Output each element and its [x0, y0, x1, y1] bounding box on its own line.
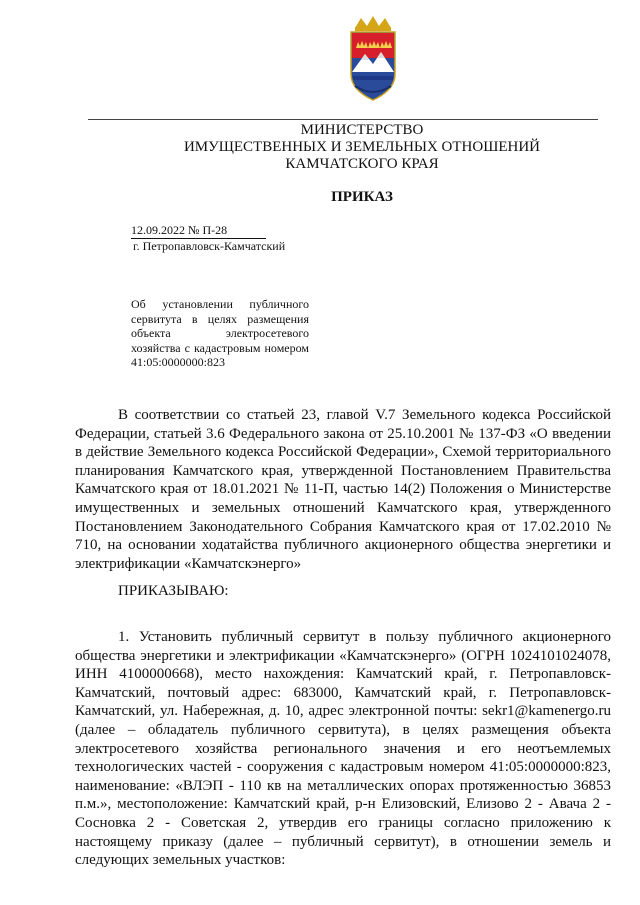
order-date-number [131, 223, 266, 239]
header-divider [88, 119, 598, 120]
ministry-line-3: КАМЧАТСКОГО КРАЯ [285, 156, 439, 172]
order-city: г. Петропавловск-Камчатский [133, 239, 286, 253]
order-title: ПРИКАЗ [331, 189, 393, 205]
order-date-number-text: 12.09.2022 № П-28 [131, 223, 266, 239]
ministry-name [88, 122, 636, 173]
kamchatka-coat-of-arms-icon [341, 14, 405, 102]
ministry-line-1: МИНИСТЕРСТВО [300, 122, 424, 138]
item-1-paragraph: 1. Установить публичный сервитут в пользу публичного акционерного общества энергетики и электрификации «Камчатскэнерго» (ОГРН 1024101024078, ИНН 4100000668), место нахождения: Камчатский край, г. Петропавловск-Камчатский, почтовый адрес: 683000, Камчатский край, г. Петропавловск-Камчатский, ул. Набережная, д. 10, адрес электронной почты: sekr1@kamenergo.ru (далее – обладатель публичного сервитута), в целях размещения объекта электросетевого хозяйства регионального значения и его неотъемлемых технологических частей - сооружения с кадастровым номером 41:05:0000000:823, наименование: «ВЛЭП - 110 кв на металлических опорах протяженностью 36853 п.м.», местоположение: Камчатский край, р-н Елизовский, Елизово 2 - Авача 2 - Сосновка 2 - Советская 2, утвердив его границы согласно приложению к настоящему приказу (далее – публичный сервитут), в отношении земель и следующих земельных участков: [75, 629, 611, 869]
order-subject: Об установлении публичного сервитута в целях размещения объекта электросетевого хозяйства с кадастровым номером 41:05:0000000:823 [131, 297, 309, 370]
order-word: ПРИКАЗЫВАЮ: [118, 583, 229, 599]
preamble-paragraph: В соответствии со статьей 23, главой V.7 Земельного кодекса Российской Федерации, статьей 3.6 Федерального закона от 25.10.2001 № 137-ФЗ «О введении в действие Земельного кодекса Российской Федерации», Схемой территориального планирования Камчатского края, утвержденной Постановлением Правительства Камчатского края от 18.01.2021 № 11-П, частью 14(2) Положения о Министерстве имущественных и земельных отношений Камчатского края, утвержденного Постановлением Законодательного Собрания Камчатского края от 17.02.2010 № 710, на основании ходатайства публичного акционерного общества энергетики и электрификации «Камчатскэнерго» [75, 407, 611, 572]
ministry-line-2: ИМУЩЕСТВЕННЫХ И ЗЕМЕЛЬНЫХ ОТНОШЕНИЙ [183, 139, 541, 155]
